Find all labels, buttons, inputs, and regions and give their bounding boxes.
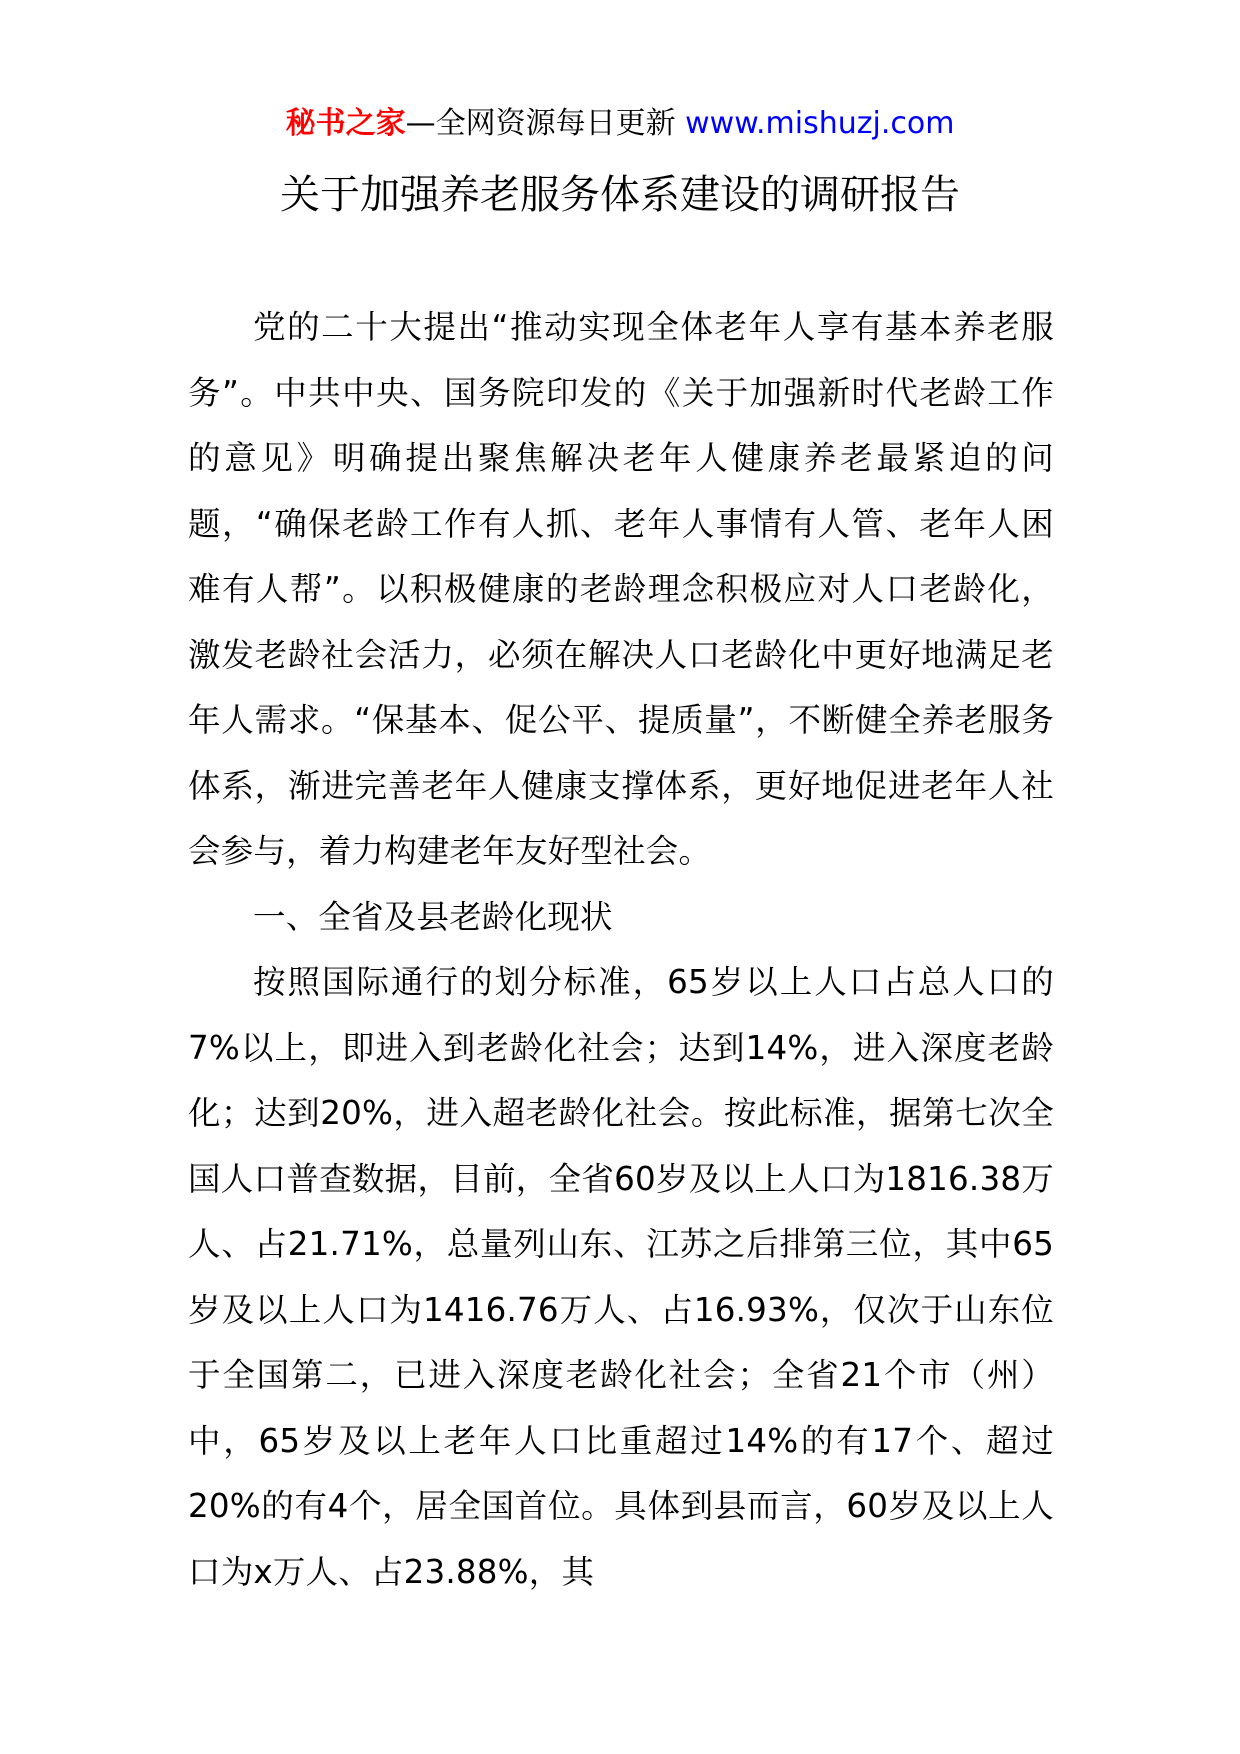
site-url-link[interactable]: www.mishuzj.com: [685, 106, 955, 141]
document-title: 关于加强养老服务体系建设的调研报告: [280, 172, 960, 218]
site-tagline: —全网资源每日更新: [405, 106, 676, 141]
intro-paragraph: 党的二十大提出“推动实现全体老年人享有基本养老服务”。中共中央、国务院印发的《关于加强新时代老龄工作的意见》明确提出聚焦解决老年人健康养老最紧迫的问题，“确保老龄工作有人抓、老年人事情有人管、老年人困难有人帮”。以积极健康的老龄理念积极应对人口老龄化，激发老龄社会活力，必须在解决人口老龄化中更好地满足老年人需求。“保基本、促公平、提质量”，不断健全养老服务体系，渐进完善老年人健康支撑体系，更好地促进老年人社会参与，着力构建老年友好型社会。: [188, 308, 1054, 870]
document-body: [188, 295, 1054, 1605]
section-heading: 一、全省及县老龄化现状: [253, 897, 613, 936]
site-brand: 秘书之家: [285, 106, 406, 141]
body-paragraph: 按照国际通行的划分标准，65岁以上人口占总人口的7%以上，即进入到老龄化社会；达到14%，进入深度老龄化；达到20%，进入超老龄化社会。按此标准，据第七次全国人口普查数据，目前，全省60岁及以上人口为1816.38万人、占21.71%，总量列山东、江苏之后排第三位，其中65岁及以上人口为1416.76万人、占16.93%，仅次于山东位于全国第二，已进入深度老龄化社会；全省21个市（州）中，65岁及以上老年人口比重超过14%的有17个、超过20%的有4个，居全国首位。具体到县而言，60岁及以上人口为x万人、占23.88%，其: [188, 963, 1054, 1591]
site-header: [0, 104, 1240, 144]
